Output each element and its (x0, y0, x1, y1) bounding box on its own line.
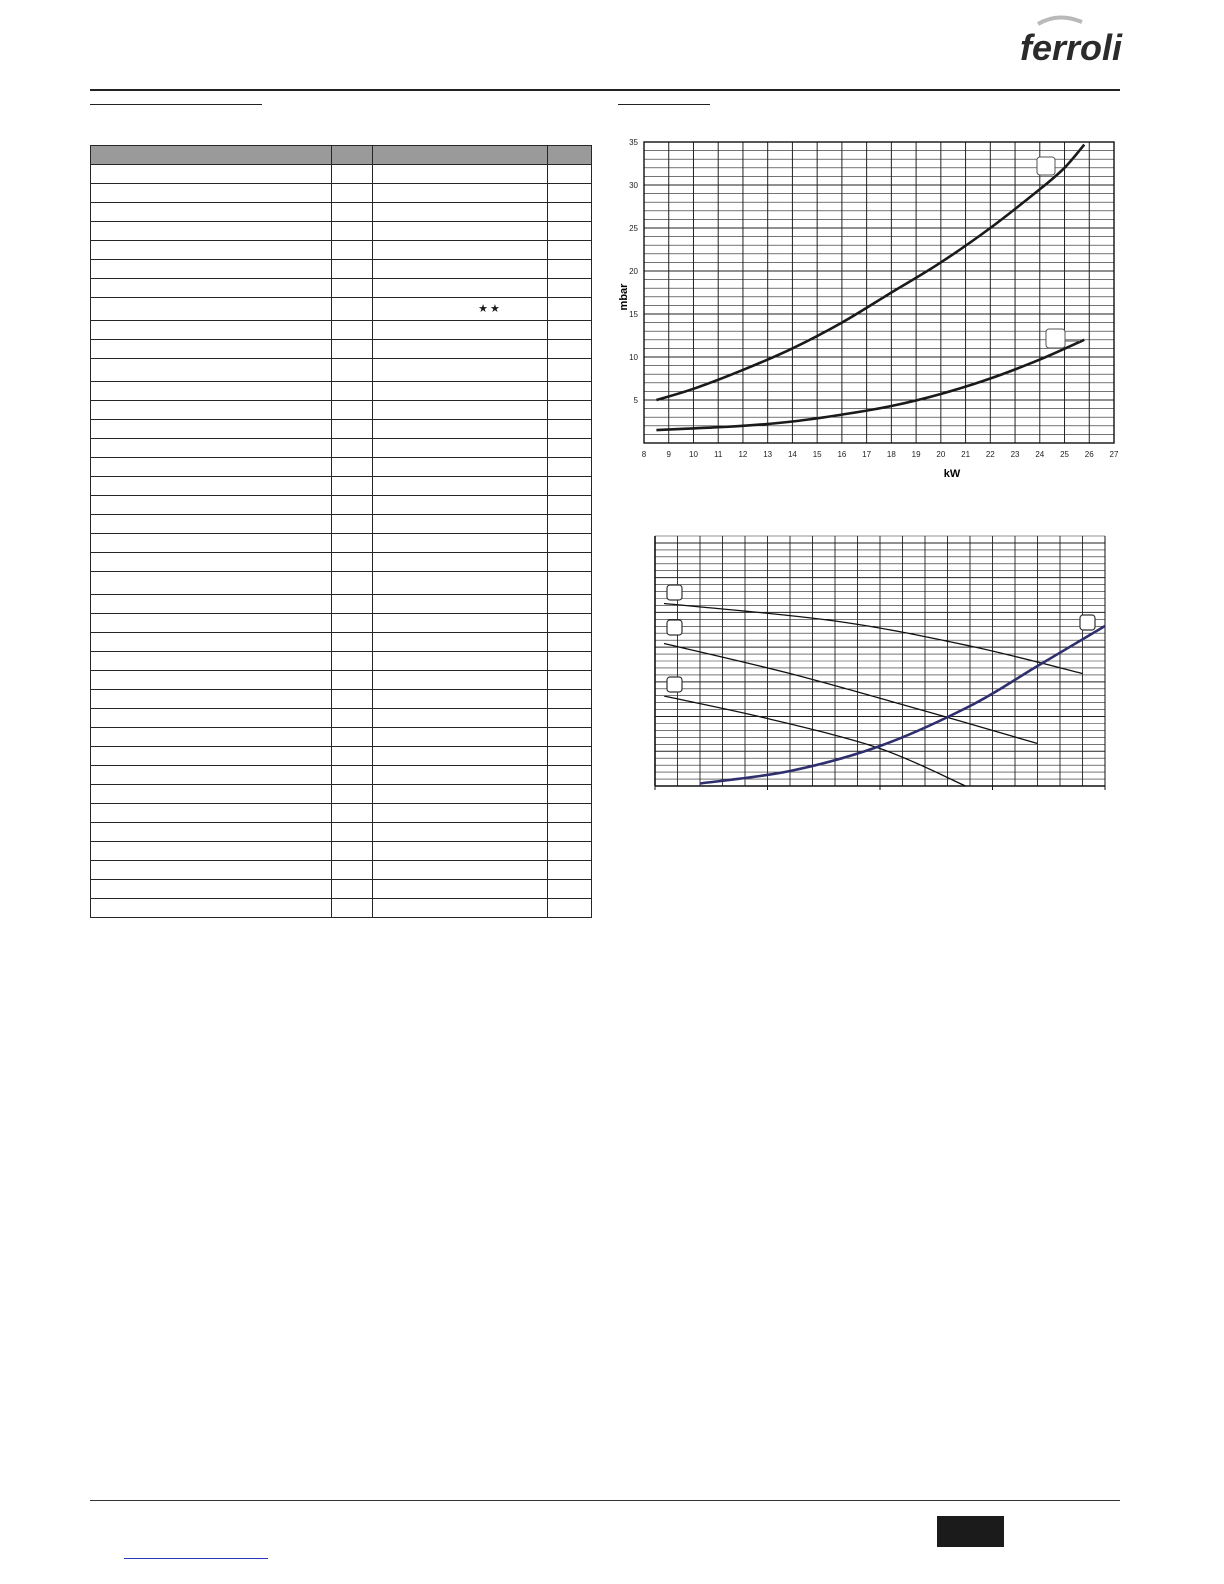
table-body (91, 146, 592, 918)
table-row (91, 382, 592, 401)
table-cell (332, 785, 373, 804)
table-cell (548, 633, 592, 652)
table-cell (332, 477, 373, 496)
x-tick-label: 20 (936, 450, 946, 459)
table-row (91, 709, 592, 728)
table-cell (91, 458, 332, 477)
table-cell (373, 861, 548, 880)
table-cell (373, 515, 548, 534)
table-cell (373, 401, 548, 420)
x-tick-label: 21 (961, 450, 971, 459)
table-cell (91, 861, 332, 880)
technical-data-table (90, 145, 592, 918)
table-row (91, 823, 592, 842)
x-tick-label: 24 (1035, 450, 1045, 459)
table-cell (548, 321, 592, 340)
y-tick-label: 35 (629, 138, 638, 147)
table-row (91, 515, 592, 534)
table-cell (91, 420, 332, 439)
table-row (91, 804, 592, 823)
table-cell (332, 515, 373, 534)
pressure-power-chart (610, 135, 1120, 480)
x-tick-label: 12 (738, 450, 748, 459)
x-tick-label: 9 (666, 450, 671, 459)
table-row (91, 458, 592, 477)
table-cell (548, 439, 592, 458)
table-cell (373, 496, 548, 515)
table-cell (373, 614, 548, 633)
table-cell (373, 439, 548, 458)
table-row (91, 614, 592, 633)
table-cell (332, 165, 373, 184)
table-cell (548, 203, 592, 222)
x-tick-label: 10 (689, 450, 698, 459)
table-cell (373, 146, 548, 165)
table-row (91, 690, 592, 709)
table-row (91, 534, 592, 553)
table-cell (548, 880, 592, 899)
table-cell (332, 146, 373, 165)
table-cell (332, 880, 373, 899)
table-cell (332, 279, 373, 298)
table-header-row (91, 146, 592, 165)
table-row (91, 899, 592, 918)
table-cell (548, 496, 592, 515)
table-cell (332, 572, 373, 595)
left-section-heading (90, 104, 262, 105)
speed-3-marker-box (667, 585, 682, 600)
table-cell (548, 823, 592, 842)
table-cell (91, 823, 332, 842)
table-cell (548, 671, 592, 690)
table-cell (91, 633, 332, 652)
table-row (91, 785, 592, 804)
table-cell (548, 298, 592, 321)
table-cell (332, 340, 373, 359)
table-cell (91, 842, 332, 861)
table-cell (373, 690, 548, 709)
table-cell (373, 747, 548, 766)
chart1-y-axis-label: mbar (618, 283, 630, 311)
table-row (91, 728, 592, 747)
table-cell (91, 439, 332, 458)
table-cell (548, 553, 592, 572)
table-cell (548, 690, 592, 709)
x-tick-label: 26 (1084, 450, 1094, 459)
table-cell (91, 279, 332, 298)
x-tick-label: 16 (837, 450, 847, 459)
table-cell (373, 595, 548, 614)
table-cell (548, 382, 592, 401)
table-cell (332, 709, 373, 728)
table-cell (373, 458, 548, 477)
table-cell (91, 359, 332, 382)
table-row (91, 184, 592, 203)
table-cell (91, 785, 332, 804)
table-cell (373, 633, 548, 652)
table-cell (373, 728, 548, 747)
table-cell (91, 690, 332, 709)
table-cell (373, 340, 548, 359)
table-cell (91, 146, 332, 165)
table-cell (373, 671, 548, 690)
table-cell (91, 880, 332, 899)
table-cell (332, 747, 373, 766)
table-cell (91, 766, 332, 785)
min-pressure-curve (656, 340, 1084, 430)
table-cell (332, 842, 373, 861)
table-cell (373, 842, 548, 861)
table-cell (332, 690, 373, 709)
x-tick-label: 22 (985, 450, 995, 459)
table-cell (91, 709, 332, 728)
table-row (91, 595, 592, 614)
table-cell (332, 804, 373, 823)
table-cell (332, 652, 373, 671)
efficiency-stars: ★★ (373, 298, 548, 321)
curve-b-marker-box (1046, 329, 1065, 348)
table-cell (548, 899, 592, 918)
table-cell (332, 861, 373, 880)
header-rule (90, 89, 1120, 91)
table-cell (373, 572, 548, 595)
table-cell (91, 401, 332, 420)
table-cell (373, 321, 548, 340)
table-cell (332, 458, 373, 477)
table-row (91, 321, 592, 340)
table-cell (373, 420, 548, 439)
table-row (91, 298, 592, 321)
y-tick-label: 30 (629, 181, 638, 190)
table-cell (91, 298, 332, 321)
table-cell (332, 823, 373, 842)
table-row (91, 203, 592, 222)
table-cell (91, 899, 332, 918)
table-row (91, 340, 592, 359)
table-cell (91, 652, 332, 671)
y-tick-label: 10 (629, 353, 638, 362)
x-tick-label: 27 (1109, 450, 1119, 459)
table-cell (548, 515, 592, 534)
table-cell (548, 614, 592, 633)
speed-2-marker-box (667, 620, 682, 635)
table-cell (332, 633, 373, 652)
table-cell (332, 382, 373, 401)
x-tick-label: 23 (1010, 450, 1020, 459)
logo-swoosh (1038, 17, 1082, 24)
table-cell (373, 260, 548, 279)
table-cell (548, 359, 592, 382)
speed-1-marker-box (667, 677, 682, 692)
table-cell (548, 279, 592, 298)
table-cell (332, 260, 373, 279)
table-cell (91, 496, 332, 515)
table-cell (332, 321, 373, 340)
table-cell (332, 766, 373, 785)
page-number-box (937, 1516, 1004, 1547)
table-cell (373, 553, 548, 572)
table-cell (332, 496, 373, 515)
y-tick-label: 5 (633, 396, 638, 405)
table-cell (373, 184, 548, 203)
table-cell (91, 515, 332, 534)
table-row (91, 279, 592, 298)
table-row (91, 420, 592, 439)
table-row (91, 401, 592, 420)
table-cell (91, 804, 332, 823)
table-cell (332, 899, 373, 918)
table-cell (373, 477, 548, 496)
table-row (91, 747, 592, 766)
max-pressure-curve (656, 145, 1084, 400)
table-cell (548, 652, 592, 671)
table-row (91, 861, 592, 880)
table-cell (91, 572, 332, 595)
table-cell (91, 203, 332, 222)
table-cell (548, 260, 592, 279)
table-row (91, 260, 592, 279)
table-cell (373, 382, 548, 401)
table-cell (373, 165, 548, 184)
pump-speed-2-curve (664, 644, 1038, 744)
table-cell (373, 709, 548, 728)
table-cell (548, 747, 592, 766)
table-cell (332, 553, 373, 572)
table-cell (373, 222, 548, 241)
table-cell (548, 401, 592, 420)
table-cell (373, 899, 548, 918)
table-row (91, 222, 592, 241)
x-tick-label: 14 (787, 450, 797, 459)
table-row (91, 652, 592, 671)
table-cell (332, 671, 373, 690)
table-cell (332, 222, 373, 241)
y-tick-label: 25 (629, 224, 638, 233)
table-row (91, 496, 592, 515)
x-tick-label: 17 (862, 450, 872, 459)
table-cell (373, 785, 548, 804)
table-cell (548, 572, 592, 595)
table-cell (332, 420, 373, 439)
table-cell (332, 359, 373, 382)
table-cell (548, 861, 592, 880)
table-cell (548, 477, 592, 496)
table-row (91, 553, 592, 572)
ferroli-logo (1018, 14, 1128, 70)
table-cell (91, 241, 332, 260)
logo-wordmark: ferroli (1020, 27, 1123, 68)
table-cell (91, 747, 332, 766)
x-tick-label: 15 (812, 450, 822, 459)
x-tick-label: 11 (714, 450, 723, 459)
table-cell (91, 184, 332, 203)
table-cell (91, 534, 332, 553)
table-cell (548, 766, 592, 785)
x-tick-label: 25 (1060, 450, 1069, 459)
table-row (91, 633, 592, 652)
y-tick-label: 15 (629, 310, 638, 319)
table-cell (548, 804, 592, 823)
table-row (91, 880, 592, 899)
table-cell (373, 279, 548, 298)
table-cell (373, 823, 548, 842)
table-cell (548, 222, 592, 241)
table-cell (91, 340, 332, 359)
table-cell (548, 785, 592, 804)
table-cell (91, 321, 332, 340)
table-cell (548, 340, 592, 359)
chart2-grid (655, 536, 1105, 790)
table-cell (373, 534, 548, 553)
table-cell (373, 203, 548, 222)
x-tick-label: 18 (886, 450, 896, 459)
y-tick-label: 20 (629, 267, 638, 276)
table-cell (332, 241, 373, 260)
x-tick-label: 8 (641, 450, 647, 459)
chart1-curves (656, 145, 1084, 431)
table-cell (548, 842, 592, 861)
table-cell (373, 766, 548, 785)
table-row (91, 766, 592, 785)
table-cell (548, 184, 592, 203)
footer-link-underline[interactable] (124, 1558, 268, 1559)
table-cell (91, 553, 332, 572)
table-cell (91, 260, 332, 279)
table-cell (548, 241, 592, 260)
pump-speed-3-curve (664, 604, 1083, 674)
table-cell (91, 614, 332, 633)
table-cell (332, 203, 373, 222)
table-cell (548, 165, 592, 184)
x-tick-label: 19 (911, 450, 921, 459)
table-row (91, 439, 592, 458)
table-cell (332, 298, 373, 321)
x-tick-label: 13 (763, 450, 773, 459)
table-cell (91, 222, 332, 241)
right-section-heading (618, 104, 710, 105)
table-row (91, 241, 592, 260)
table-cell (332, 534, 373, 553)
table-row (91, 477, 592, 496)
table-cell (91, 382, 332, 401)
table-cell (91, 728, 332, 747)
table-cell (548, 595, 592, 614)
table-row (91, 842, 592, 861)
table-cell (91, 671, 332, 690)
table-cell (332, 401, 373, 420)
curve-a-marker-box (1037, 157, 1055, 175)
table-cell (91, 477, 332, 496)
table-cell (548, 728, 592, 747)
table-cell (548, 534, 592, 553)
table-cell (91, 595, 332, 614)
table-cell (373, 652, 548, 671)
table-cell (548, 458, 592, 477)
table-cell (373, 804, 548, 823)
chart1-x-axis-label: kW (943, 468, 961, 480)
table-cell (91, 165, 332, 184)
table-cell (548, 709, 592, 728)
table-cell (373, 359, 548, 382)
table-cell (373, 241, 548, 260)
table-cell (332, 439, 373, 458)
table-cell (548, 420, 592, 439)
table-cell (332, 614, 373, 633)
chart2-curves (664, 604, 1105, 787)
table-row (91, 671, 592, 690)
table-cell (332, 595, 373, 614)
table-cell (373, 880, 548, 899)
table-row (91, 165, 592, 184)
table-cell (332, 728, 373, 747)
table-row (91, 359, 592, 382)
footer-rule (90, 1500, 1120, 1501)
pump-head-chart (650, 532, 1112, 790)
table-row (91, 572, 592, 595)
table-cell (548, 146, 592, 165)
boiler-loss-marker-box (1080, 615, 1095, 630)
table-cell (332, 184, 373, 203)
